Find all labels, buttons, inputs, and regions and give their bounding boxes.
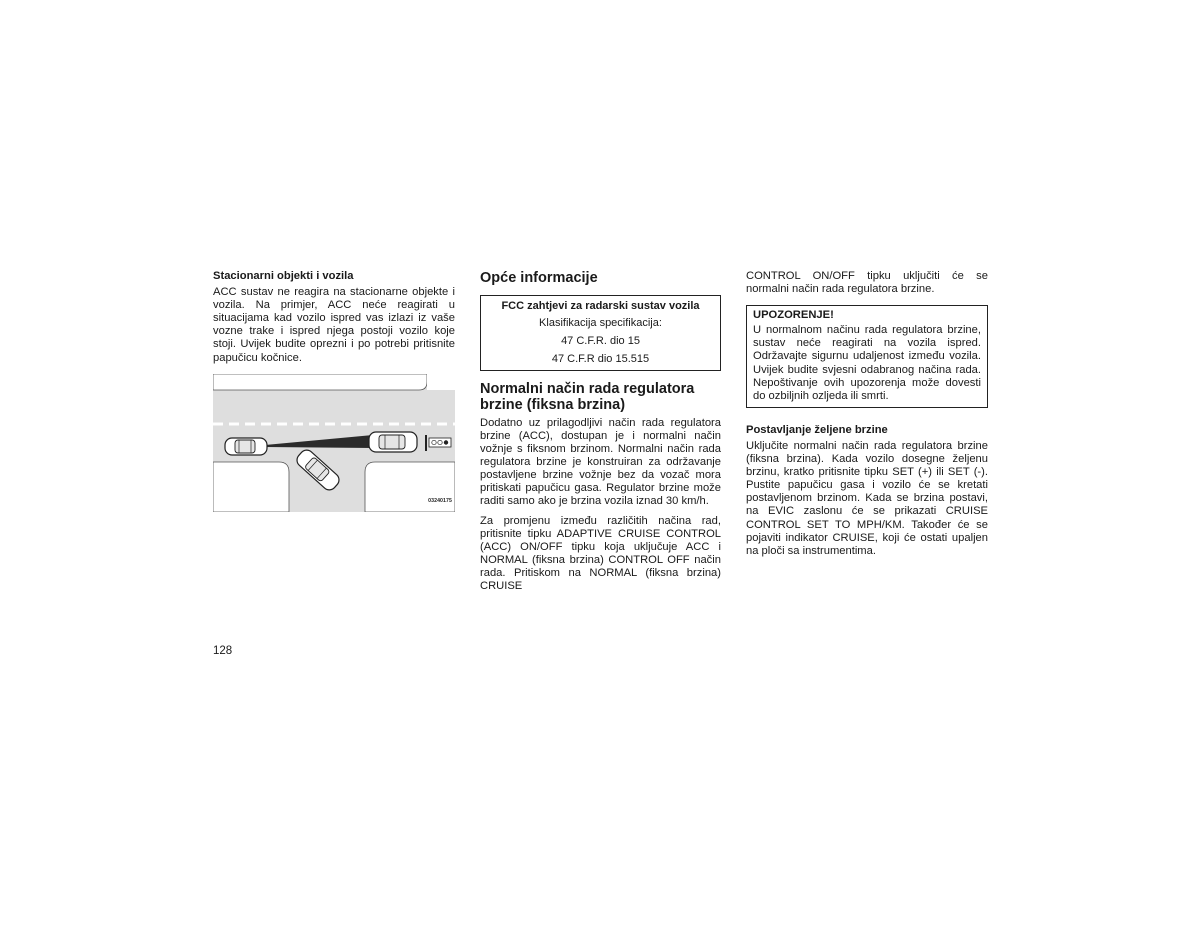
fcc-box-line: 47 C.F.R dio 15.515 bbox=[551, 352, 650, 365]
car-with-acc bbox=[225, 438, 267, 455]
warning-box bbox=[746, 305, 988, 408]
fcc-box-line: 47 C.F.R. dio 15 bbox=[561, 334, 640, 347]
left-column bbox=[213, 270, 455, 512]
warning-title: UPOZORENJE! bbox=[753, 309, 834, 322]
paragraph-stationary: ACC sustav ne reagira na stacionarne objekte i vozila. Na primjer, ACC neće reagirati u situacijama kad vozilo ispred vas izlazi iz vaše vozne trake i ispred njega postoji vozilo koje stoji. Uvijek budite oprezni i po potrebi pritisnite papučicu kočnice. bbox=[213, 286, 455, 364]
figure-code: 03240175 bbox=[428, 497, 452, 504]
right-column bbox=[746, 270, 988, 558]
section-heading-stationary: Stacionarni objekti i vozila bbox=[213, 270, 354, 282]
fcc-box-title: FCC zahtjevi za radarski sustav vozila bbox=[501, 299, 700, 312]
paragraph-continued: CONTROL ON/OFF tipku uključiti će se normalni način rada regulatora brzine. bbox=[746, 270, 988, 296]
paragraph-switch-modes: Za promjenu između različitih načina rad, pritisnite tipku ADAPTIVE CRUISE CONTROL (ACC) ON/OFF tipku koja uključuje ACC i NORMAL (fiksna brzina) CONTROL OFF način rada. Pritiskom na NORMAL (fiksna brzina) CRUISE bbox=[480, 514, 721, 592]
paragraph-normal-cruise: Dodatno uz prilagodljivi način rada regulatora brzine (ACC), dostupan je i normalni način vožnje s fiksnom brzinom. Normalni način rada regulatora brzine je konstruiran za održavanje postavljene brzine vožnje bez da vozač mora pritiskati papučicu gasa. Regulator brzine može raditi samo ako je brzina vozila iznad 30 km/h. bbox=[480, 416, 721, 508]
fcc-requirements-box bbox=[480, 295, 721, 371]
heading-set-speed: Postavljanje željene brzine bbox=[746, 423, 888, 436]
road-scene-drawing bbox=[213, 374, 455, 512]
warning-text: U normalnom načinu rada regulatora brzine, sustav neće reagirati na vozila ispred. Održavajte sigurnu udaljenost između vozila. Uvijek budite svjesni odabranog načina rada. Nepoštivanje ovih upozorenja može dovesti do ozbiljnih ozljeda ili smrti. bbox=[753, 324, 981, 402]
heading-general-info: Opće informacije bbox=[480, 270, 598, 286]
road-illustration bbox=[213, 374, 455, 512]
stationary-car bbox=[369, 432, 417, 452]
sidewalk-bottom-left bbox=[213, 462, 289, 512]
paragraph-set-speed: Uključite normalni način rada regulatora brzine (fiksna brzina). Kada vozilo dosegne željenu brzinu, kratko pritisnite tipku SET (+) ili SET (-). Pustite papučicu gasa i vozilo će se kretati postavljenom brzinom. Kada se brzina postavi, na EVIC zaslonu će se prikazati CRUISE CONTROL SET TO MPH/KM. Također će se pojaviti indikator CRUISE, koji će ostati upaljen na ploči sa instrumentima. bbox=[746, 439, 988, 557]
page-number: 128 bbox=[213, 645, 233, 657]
sidewalk-top bbox=[213, 374, 427, 390]
fcc-box-line: Klasifikacija specifikacija: bbox=[539, 316, 662, 329]
corner-area bbox=[427, 374, 455, 390]
middle-column bbox=[480, 270, 721, 593]
heading-normal-cruise: Normalni način rada regulatora brzine (fiksna brzina) bbox=[480, 380, 695, 414]
